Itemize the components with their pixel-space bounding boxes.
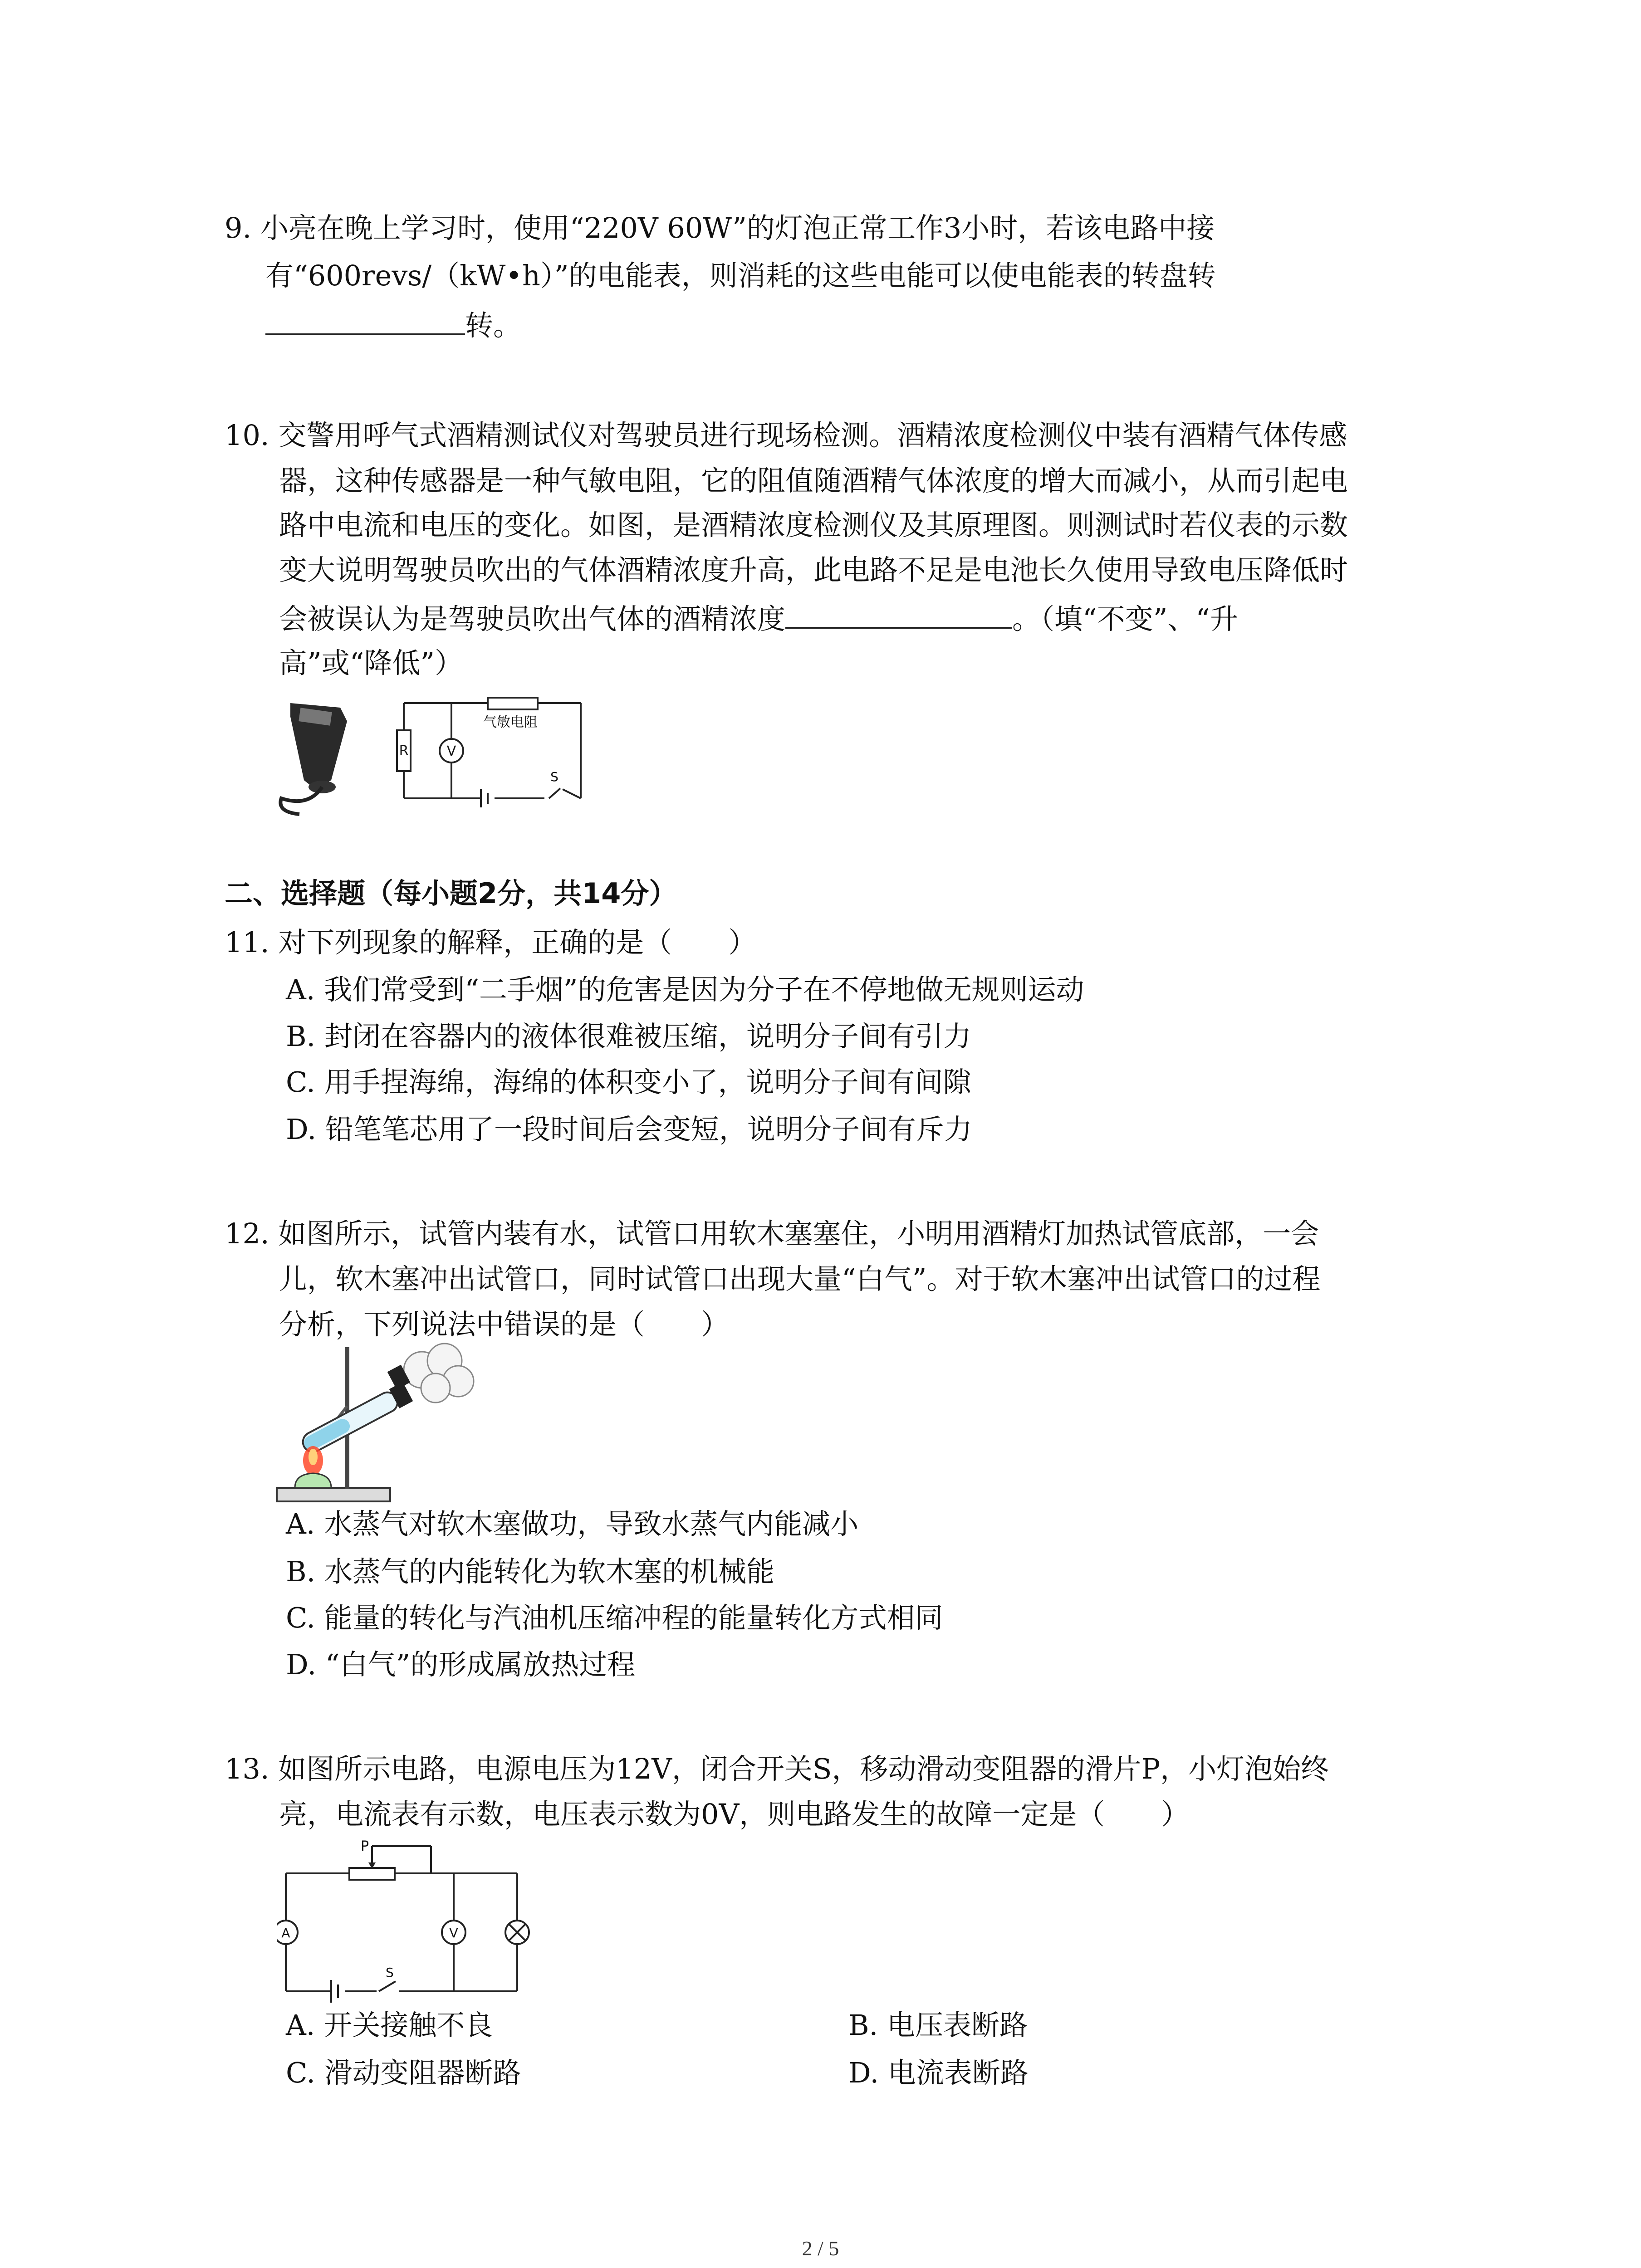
q9-answer-blank[interactable]: [265, 305, 465, 335]
q13-option-b[interactable]: B. 电压表断路: [848, 2009, 1028, 2042]
test-tube: [299, 1382, 413, 1457]
q12-line-2: 儿，软木塞冲出试管口，同时试管口出现大量“白气”。对于软木塞冲出试管口的过程: [279, 1262, 1321, 1295]
q9-line-3-tail: 转。: [465, 309, 522, 342]
q13-option-d[interactable]: D. 电流表断路: [848, 2056, 1029, 2089]
q11-option-a[interactable]: A. 我们常受到“二手烟”的危害是因为分子在不停地做无规则运动: [286, 973, 1084, 1006]
page-number: 2 / 5: [802, 2237, 839, 2260]
q11-option-b[interactable]: B. 封闭在容器内的液体很难被压缩，说明分子间有引力: [286, 1020, 971, 1053]
section-2-title: 二、选择题（每小题2分，共14分）: [225, 877, 677, 910]
alcohol-lamp: [295, 1473, 331, 1488]
q11-stem: 11. 对下列现象的解释，正确的是（ ）: [225, 926, 757, 959]
q10-line-1: 10. 交警用呼气式酒精测试仪对驾驶员进行现场检测。酒精浓度检测仪中装有酒精气体传感: [225, 419, 1347, 452]
q13-line-2: 亮，电流表有示数，电压表示数为0V，则电路发生的故障一定是（ ）: [279, 1798, 1190, 1831]
stand-base: [277, 1488, 390, 1501]
q12-figure: [272, 1338, 481, 1510]
q9-line-3: [265, 305, 521, 342]
q9-line-1: 9. 小亮在晚上学习时，使用“220V 60W”的灯泡正常工作3小时，若该电路中接: [225, 211, 1215, 244]
q13-rheostat: [349, 1868, 395, 1880]
q13-lamp: [505, 1921, 529, 1944]
q11-option-c[interactable]: C. 用手捏海绵，海绵的体积变小了，说明分子间有间隙: [286, 1066, 971, 1099]
q12-option-a[interactable]: A. 水蒸气对软木塞做功，导致水蒸气内能减小: [286, 1507, 859, 1540]
q13-label-a: A: [281, 1926, 290, 1941]
q10-line-6: 高”或“降低”）: [279, 646, 463, 679]
q12-option-b[interactable]: B. 水蒸气的内能转化为软木塞的机械能: [286, 1555, 774, 1588]
q11-option-d[interactable]: D. 铅笔笔芯用了一段时间后会变短，说明分子间有斥力: [286, 1113, 972, 1146]
q12-option-c[interactable]: C. 能量的转化与汽油机压缩冲程的能量转化方式相同: [286, 1601, 943, 1634]
q13-option-a[interactable]: A. 开关接触不良: [286, 2009, 493, 2042]
q10-line-3: 路中电流和电压的变化。如图，是酒精浓度检测仪及其原理图。则测试时若仪表的示数: [279, 508, 1348, 542]
q10-line-5-head: 会被误认为是驾驶员吹出气体的酒精浓度: [279, 602, 786, 635]
q10-figure: [272, 689, 590, 821]
q13-label-v: V: [449, 1926, 458, 1941]
q12-option-d[interactable]: D. “白气”的形成属放热过程: [286, 1648, 636, 1681]
q10-label-v: V: [446, 743, 456, 759]
q13-label-p: P: [361, 1838, 369, 1854]
flame-core: [309, 1449, 318, 1465]
q13-label-s: S: [386, 1965, 394, 1980]
q10-line-4: 变大说明驾驶员吹出的气体酒精浓度升高，此电路不足是电池长久使用导致电压降低时: [279, 553, 1348, 587]
q9-line-2: 有“600revs/（kW•h）”的电能表，则消耗的这些电能可以使电能表的转盘转: [265, 259, 1216, 292]
q10-answer-blank[interactable]: [785, 599, 1012, 629]
q10-label-s: S: [550, 769, 558, 784]
breathalyzer-image: [280, 703, 347, 814]
white-steam: [404, 1344, 474, 1403]
q10-line-5: [279, 599, 1238, 635]
q13-option-c[interactable]: C. 滑动变阻器断路: [286, 2056, 521, 2089]
q13-figure: [277, 1833, 531, 2005]
q10-line-2: 器，这种传感器是一种气敏电阻，它的阻值随酒精气体浓度的增大而减小，从而引起电: [279, 464, 1348, 497]
q10-label-r: R: [399, 743, 409, 759]
q12-line-3: 分析，下列说法中错误的是（ ）: [279, 1308, 730, 1341]
q10-line-5-tail: 。（填“不变”、“升: [1012, 602, 1239, 635]
q13-line-1: 13. 如图所示电路，电源电压为12V，闭合开关S，移动滑动变阻器的滑片P，小灯泡始终: [225, 1752, 1329, 1785]
q13-circuit: [286, 1846, 517, 2003]
q12-line-1: 12. 如图所示，试管内装有水，试管口用软木塞塞住，小明用酒精灯加热试管底部，一会: [225, 1217, 1319, 1250]
q10-gas-sensor: [488, 698, 538, 709]
q10-label-sensor: 气敏电阻: [483, 714, 538, 730]
